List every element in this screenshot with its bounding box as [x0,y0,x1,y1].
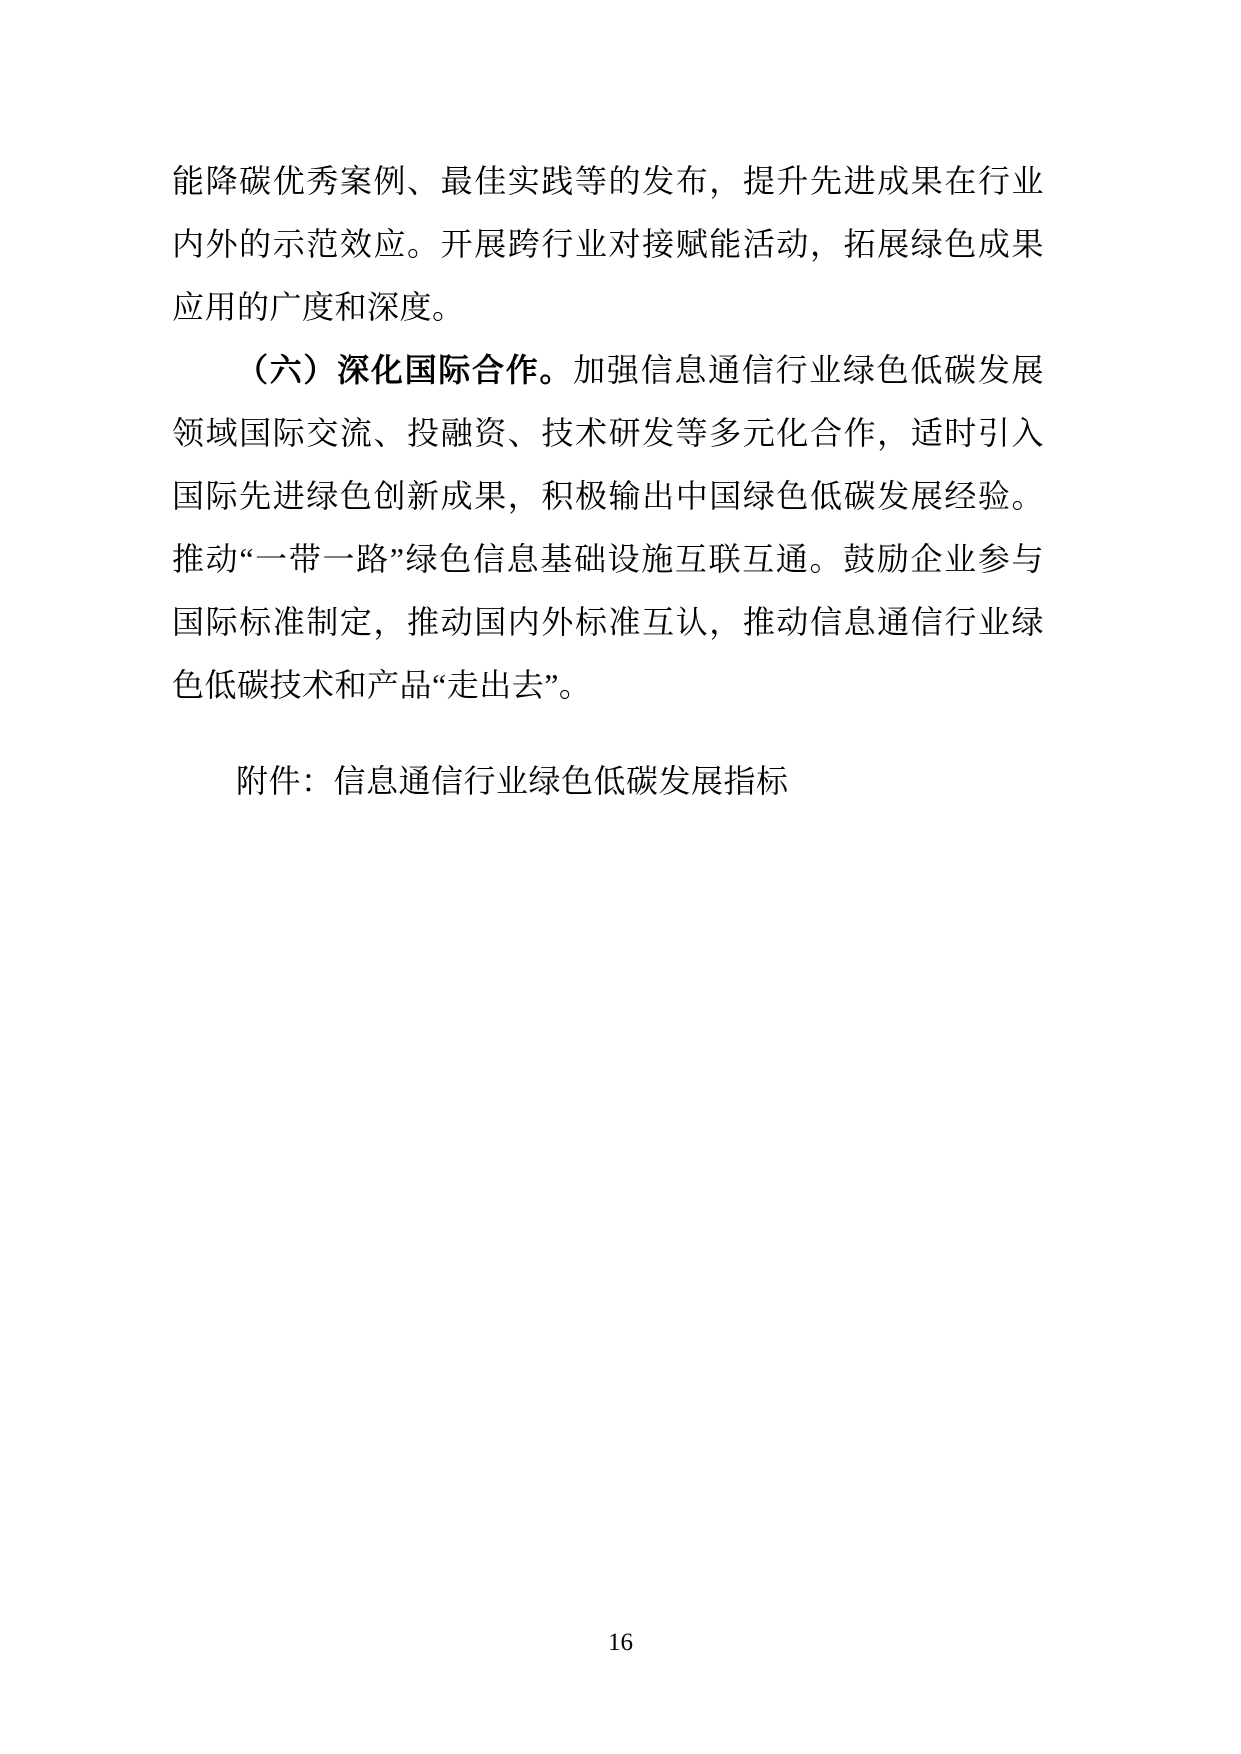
attachment-note: 附件：信息通信行业绿色低碳发展指标 [236,763,789,799]
page-number: 16 [608,1629,633,1656]
paragraph-section-six [172,339,1044,717]
section-six-body: 加强信息通信行业绿色低碳发展领域国际交流、投融资、技术研发等多元化合作，适时引入国际先进绿色创新成果，积极输出中国绿色低碳发展经验。推动“一带一路”绿色信息基础设施互联互通。鼓励企业参与国际标准制定，推动国内外标准互认，推动信息通信行业绿色低碳技术和产品“走出去”。 [172,352,1044,703]
document-body [172,150,1044,813]
paragraph-green-results: 能降碳优秀案例、最佳实践等的发布，提升先进成果在行业内外的示范效应。开展跨行业对接赋能活动，拓展绿色成果应用的广度和深度。 [172,163,1044,325]
section-six-heading: （六）深化国际合作。 [236,352,574,388]
